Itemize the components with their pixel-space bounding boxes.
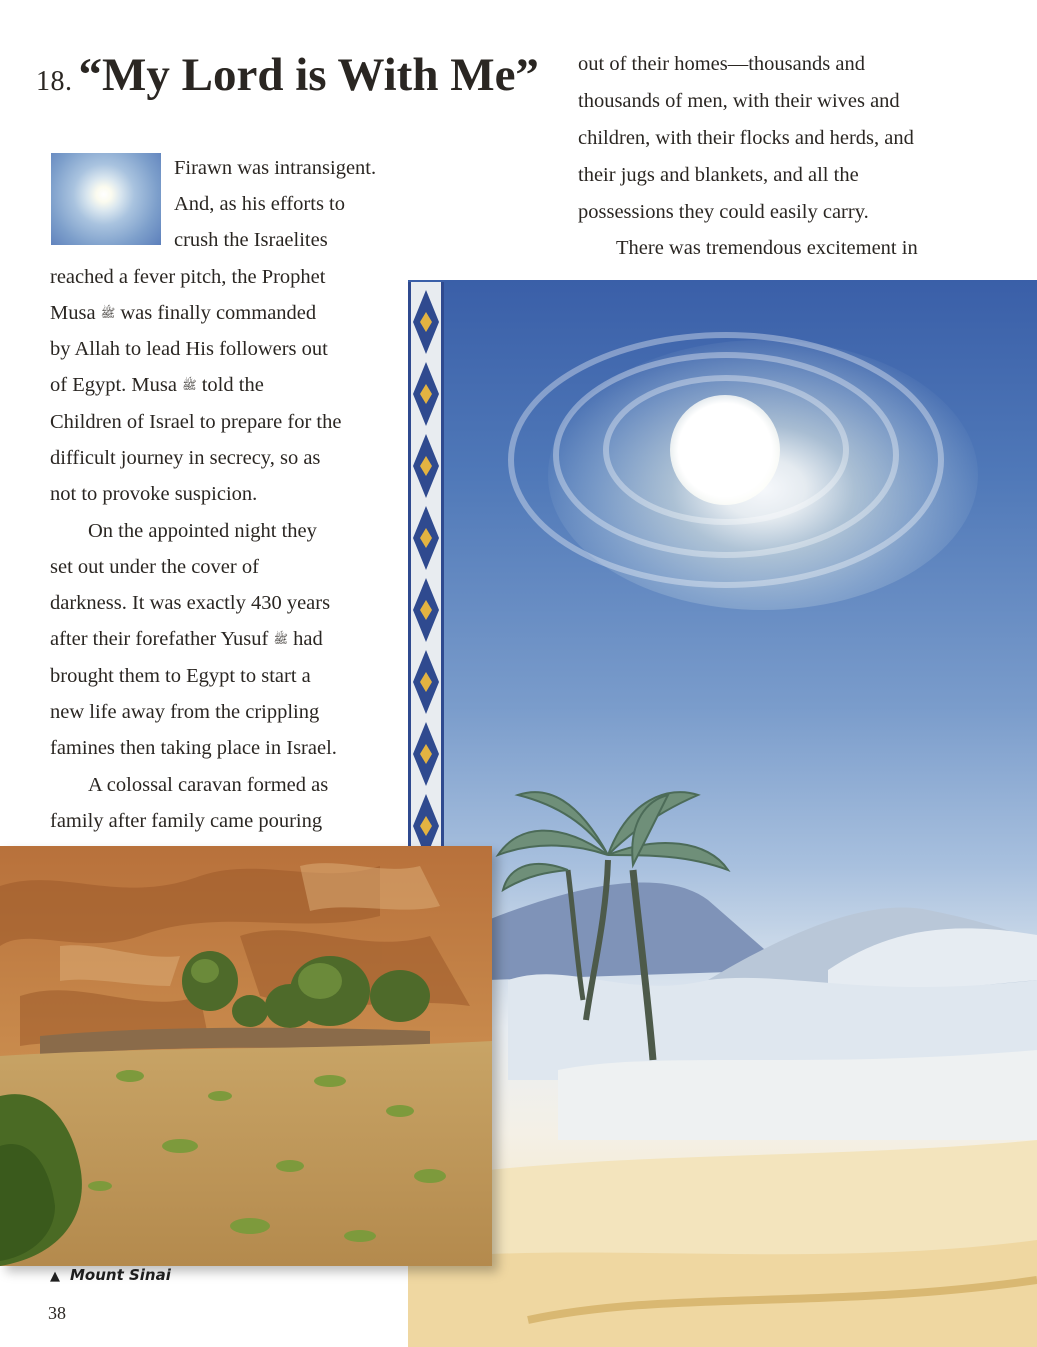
text-fragment: told the bbox=[196, 374, 264, 396]
desert-landscape bbox=[408, 280, 1037, 1347]
text-line bbox=[50, 621, 323, 657]
text-fragment: after their forefather Yusuf bbox=[50, 628, 274, 650]
honorific-glyph: ﷺ bbox=[100, 306, 116, 320]
text-line: family after family came pouring bbox=[50, 810, 323, 832]
chapter-number: 18. bbox=[36, 66, 73, 97]
text-fragment: of Egypt. Musa bbox=[50, 374, 183, 396]
decorative-border-strip bbox=[408, 282, 444, 872]
text-line: crush the Israelites bbox=[174, 229, 328, 251]
text-line: Children of Israel to prepare for the bbox=[50, 411, 342, 433]
text-line: their jugs and blankets, and all the bbox=[578, 164, 859, 186]
text-fragment: had bbox=[288, 628, 323, 650]
text-line: And, as his efforts to bbox=[174, 193, 346, 215]
text-line: famines then taking place in Israel. bbox=[50, 737, 337, 759]
chapter-title bbox=[36, 48, 539, 102]
text-line bbox=[50, 295, 316, 331]
triangle-up-icon: ▲ bbox=[50, 1269, 60, 1284]
text-line bbox=[50, 367, 264, 403]
text-line: set out under the cover of bbox=[50, 556, 259, 578]
text-line: Firawn was intransigent. bbox=[174, 157, 377, 179]
text-line: thousands of men, with their wives and bbox=[578, 90, 900, 112]
text-line: darkness. It was exactly 430 years bbox=[50, 592, 331, 614]
text-line: by Allah to lead His followers out bbox=[50, 338, 328, 360]
text-line: brought them to Egypt to start a bbox=[50, 665, 311, 687]
photo-caption bbox=[50, 1266, 171, 1284]
text-line: reached a fever pitch, the Prophet bbox=[50, 266, 326, 288]
text-line: children, with their flocks and herds, and bbox=[578, 127, 914, 149]
text-line: not to provoke suspicion. bbox=[50, 483, 258, 505]
text-line: difficult journey in secrecy, so as bbox=[50, 447, 321, 469]
text-line: There was tremendous excitement in bbox=[616, 237, 918, 259]
honorific-glyph: ﷺ bbox=[182, 378, 197, 392]
text-line: On the appointed night they bbox=[88, 520, 317, 542]
honorific-glyph: ﷺ bbox=[273, 632, 288, 646]
moon-thumbnail bbox=[51, 153, 161, 245]
text-line: new life away from the crippling bbox=[50, 701, 320, 723]
text-line: A colossal caravan formed as bbox=[88, 774, 329, 796]
desert-night-painting bbox=[408, 280, 1037, 1347]
text-fragment: was finally commanded bbox=[115, 302, 317, 324]
page-number: 38 bbox=[48, 1303, 66, 1323]
caption-text: Mount Sinai bbox=[70, 1266, 171, 1284]
text-line: out of their homes—thousands and bbox=[578, 53, 865, 75]
mount-sinai-photo bbox=[0, 846, 492, 1266]
chapter-heading: “My Lord is With Me” bbox=[78, 49, 539, 101]
text-fragment: Musa bbox=[50, 302, 101, 324]
text-line: possessions they could easily carry. bbox=[578, 201, 869, 223]
